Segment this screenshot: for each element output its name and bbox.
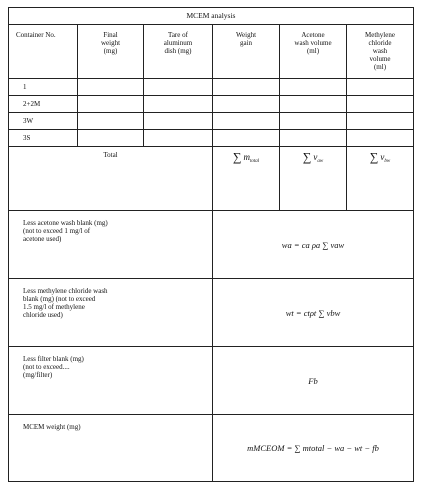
cell-methylene-volume[interactable] xyxy=(347,96,414,113)
filter-blank-row xyxy=(9,347,414,415)
sum-v-bw: ∑ $v_{bw}$ xyxy=(347,147,414,211)
cell-tare[interactable] xyxy=(144,96,213,113)
table-row xyxy=(9,79,414,96)
cell-tare[interactable] xyxy=(144,79,213,96)
sum-m-total: ∑ $m_{total}$ xyxy=(213,147,280,211)
header-methylene-chloride-wash-volume: Methylene chloride wash volume (ml) xyxy=(347,25,414,79)
mcem-weight-label: MCEM weight (mg) xyxy=(9,415,213,482)
header-container-no: Container No. xyxy=(9,25,78,79)
cell-acetone-volume[interactable] xyxy=(280,130,347,147)
mcem-analysis-form xyxy=(8,7,413,465)
cell-tare[interactable] xyxy=(144,113,213,130)
header-tare-aluminum-dish: Tare of aluminum dish (mg) xyxy=(144,25,213,79)
cell-final-weight[interactable] xyxy=(78,96,144,113)
cell-methylene-volume[interactable] xyxy=(347,79,414,96)
methylene-blank-row xyxy=(9,279,414,347)
cell-acetone-volume[interactable] xyxy=(280,96,347,113)
mcem-weight-row xyxy=(9,415,414,482)
table-row xyxy=(9,113,414,130)
acetone-blank-row xyxy=(9,211,414,279)
cell-methylene-volume[interactable] xyxy=(347,130,414,147)
cell-final-weight[interactable] xyxy=(78,113,144,130)
cell-weight-gain[interactable] xyxy=(213,113,280,130)
table-title: MCEM analysis xyxy=(9,8,414,25)
methylene-blank-label: Less methylene chloride wash blank (mg) (not to exceed 1.5 mg/l of methylene chloride used) xyxy=(9,279,213,347)
cell-final-weight[interactable] xyxy=(78,79,144,96)
table-row xyxy=(9,130,414,147)
mcem-analysis-table xyxy=(8,7,414,482)
cell-weight-gain[interactable] xyxy=(213,79,280,96)
methylene-blank-formula: wt = ctρt ∑ vbw xyxy=(213,279,414,347)
container-label: 3S xyxy=(9,130,78,147)
filter-blank-label: Less filter blank (mg) (not to exceed.... (mg/filter) xyxy=(9,347,213,415)
total-label: Total xyxy=(9,147,213,211)
container-label: 3W xyxy=(9,113,78,130)
cell-acetone-volume[interactable] xyxy=(280,113,347,130)
table-row xyxy=(9,96,414,113)
total-row xyxy=(9,147,414,211)
cell-weight-gain[interactable] xyxy=(213,96,280,113)
acetone-blank-formula: wa = ca ρa ∑ vaw xyxy=(213,211,414,279)
header-final-weight: Final weight (mg) xyxy=(78,25,144,79)
container-label: 1 xyxy=(9,79,78,96)
header-weight-gain: Weight gain xyxy=(213,25,280,79)
filter-blank-formula: Fb xyxy=(213,347,414,415)
cell-methylene-volume[interactable] xyxy=(347,113,414,130)
cell-acetone-volume[interactable] xyxy=(280,79,347,96)
sum-v-aw: ∑ $v_{aw}$ xyxy=(280,147,347,211)
cell-tare[interactable] xyxy=(144,130,213,147)
cell-weight-gain[interactable] xyxy=(213,130,280,147)
container-label: 2+2M xyxy=(9,96,78,113)
mcem-weight-formula: mMCEOM = ∑ mtotal − wa − wt − fb xyxy=(213,415,414,482)
header-acetone-wash-volume: Acetone wash volume (ml) xyxy=(280,25,347,79)
acetone-blank-label: Less acetone wash blank (mg) (not to exceed 1 mg/l of acetone used) xyxy=(9,211,213,279)
cell-final-weight[interactable] xyxy=(78,130,144,147)
